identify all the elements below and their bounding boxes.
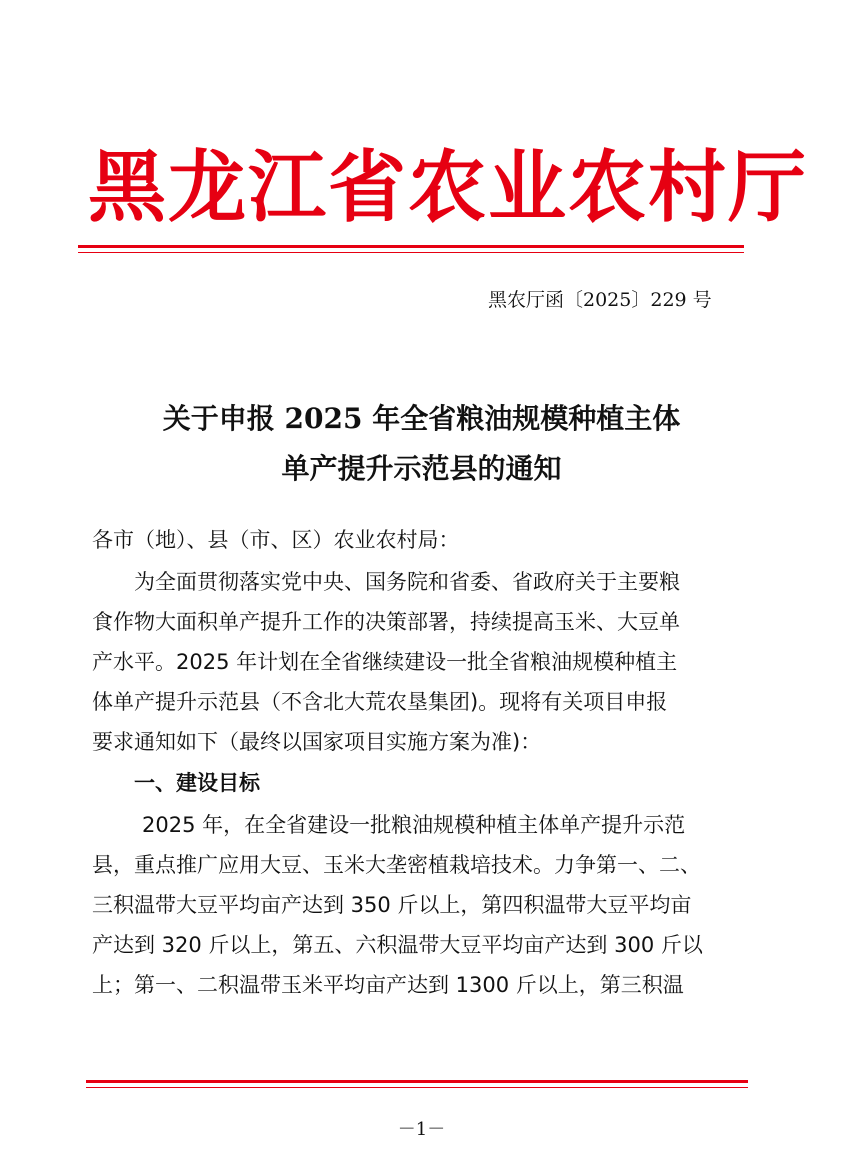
intro-line: 体单产提升示范县（不含北大荒农垦集团)。现将有关项目申报	[92, 690, 668, 714]
footer-rule-thick	[86, 1080, 748, 1083]
document-title-line-1: 关于申报 2025 年全省粮油规模种植主体	[162, 402, 681, 435]
intro-line: 产水平。2025 年计划在全省继续建设一批全省粮油规模种植主	[92, 650, 678, 674]
section-heading: 一、建设目标	[134, 771, 260, 795]
page-number: －1－	[397, 1119, 446, 1140]
section-line: 三积温带大豆平均亩产达到 350 斤以上，第四积温带大豆平均亩	[92, 893, 692, 917]
document-title	[100, 394, 743, 494]
footer-rule-thin	[86, 1087, 748, 1088]
recipient-line: 各市（地）、县（市、区）农业农村局：	[92, 528, 460, 552]
header-rule-thin	[78, 252, 744, 253]
section-paragraph	[92, 805, 752, 1005]
section-line: 2025 年，在全省建设一批粮油规模种植主体单产提升示范	[142, 813, 686, 837]
intro-line: 食作物大面积单产提升工作的决策部署，持续提高玉米、大豆单	[92, 610, 680, 634]
section-line: 县，重点推广应用大豆、玉米大垄密植栽培技术。力争第一、二、	[92, 853, 701, 877]
intro-line: 要求通知如下（最终以国家项目实施方案为准)：	[92, 730, 542, 754]
issuing-authority-title: 黑龙江省农业农村厅	[88, 142, 809, 233]
intro-paragraph	[92, 562, 752, 762]
document-number: 黑农厅函〔2025〕229 号	[488, 289, 712, 311]
section-line: 上；第一、二积温带玉米平均亩产达到 1300 斤以上，第三积温	[92, 973, 684, 997]
section-line: 产达到 320 斤以上，第五、六积温带大豆平均亩产达到 300 斤以	[92, 933, 703, 957]
intro-line: 为全面贯彻落实党中央、国务院和省委、省政府关于主要粮	[134, 570, 680, 594]
header-rule-thick	[78, 245, 744, 248]
document-title-line-2: 单产提升示范县的通知	[281, 452, 562, 485]
